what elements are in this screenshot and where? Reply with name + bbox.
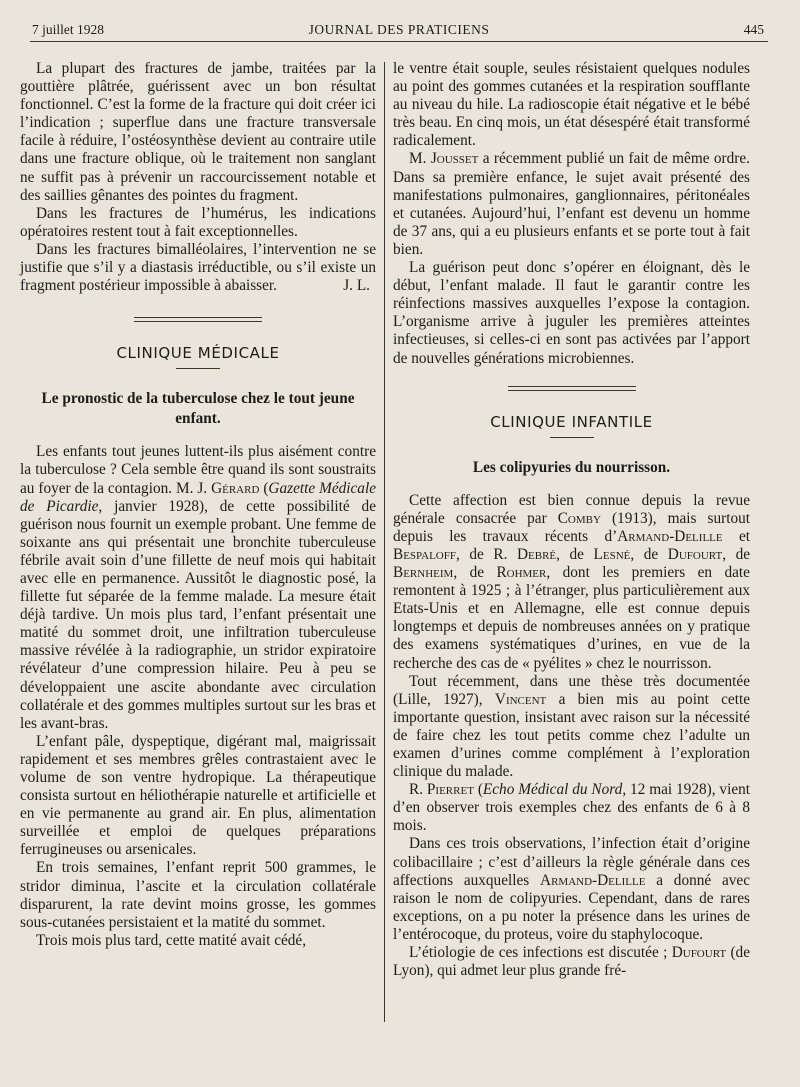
- text-run: Cette affection est bien connue depuis la revue générale consacrée par: [393, 491, 750, 527]
- article-title: Le pronostic de la tuberculose chez le tout jeune enfant.: [41, 390, 355, 428]
- text-run: , de: [722, 545, 751, 563]
- paragraph: [393, 673, 750, 782]
- paragraph: Trois mois plus tard, cette matité avait cédé,: [36, 931, 307, 949]
- paragraph: [393, 150, 750, 259]
- source-title: Gazette Médicale de Picardie: [20, 479, 376, 515]
- text-run: a récemment publié un fait de même ordre. Dans sa première enfance, le sujet avait présenté des manifestations pulmonaires, ganglionnaires, péritonéales et cutanées. Aujourd’hui, l’enfant est devenu un homme de 37 ans, qui a eu plusieurs enfants et se porte tout à fait bien.: [393, 150, 750, 258]
- text-run: (: [259, 479, 269, 497]
- author-name: Comby: [557, 509, 601, 527]
- text-run: a bien mis au point cette importante question, insistant avec raison sur la nécessité de faire chez les tout petits comme chez l’adulte un examen d’urines comme complément à l’exploration clinique du malade.: [393, 690, 750, 781]
- author-name: Dufourt: [667, 545, 723, 563]
- author-name: Bernheim: [393, 564, 454, 582]
- paragraph: [20, 241, 376, 295]
- text-run: Tout récemment, dans une thèse très documentée (Lille, 1927),: [393, 672, 750, 708]
- author-name: Lesné: [593, 545, 631, 563]
- column-divider: [384, 62, 385, 1022]
- section-heading: CLINIQUE MÉDICALE: [116, 344, 280, 363]
- text-run: , de: [453, 564, 497, 582]
- paragraph: [393, 492, 750, 673]
- text-run: (: [473, 781, 483, 799]
- issue-date: 7 juillet 1928: [32, 22, 104, 37]
- text-run: , 12 mai 1928), vient d’en observer trois exemples chez des enfants de 6 à 8 mois.: [393, 781, 751, 835]
- paragraph-text: Dans les fractures bimalléolaires, l’intervention ne se justifie que s’il y a diastasis irréductible, ou s’il existe un fragment postérieur impossible à abaisser.: [20, 240, 376, 295]
- author-signature: J. L.: [343, 277, 370, 295]
- paragraph: le ventre était souple, seules résistaient quelques nodules au point des gommes cutanées et la respiration soufflante au niveau du hile. La radioscopie était négative et le bébé très beau. En cinq mois, un état désespéré était transformé radicalement.: [393, 60, 750, 150]
- paragraph: En trois semaines, l’enfant reprit 500 grammes, le stridor diminua, l’ascite et la circulation collatérale disparurent, la rate devint moins grosse, les gommes sous-cutanées persistaient et la matité du sommet.: [20, 859, 376, 931]
- section-heading: CLINIQUE INFANTILE: [490, 412, 653, 431]
- text-run: M.: [409, 150, 431, 168]
- text-run: (de Lyon), qui admet leur plus grande fré-: [393, 944, 750, 980]
- header-rule: [30, 41, 768, 42]
- right-column: [393, 60, 750, 980]
- text-run: (1913), mais surtout depuis les travaux récents d’: [393, 509, 750, 545]
- text-run: , de: [556, 545, 594, 563]
- author-name: Armand-Delille: [617, 527, 723, 545]
- page-number: 445: [743, 22, 764, 37]
- text-run: Dans ces trois observations, l’infection était d’origine colibacillaire ; c’est d’ailleurs la règle générale dans ces affections auxquelles: [393, 835, 750, 889]
- left-column: [20, 60, 376, 950]
- article-title: Les colipyuries du nourrisson.: [472, 458, 671, 476]
- text-run: R.: [409, 781, 427, 799]
- paragraph: La plupart des fractures de jambe, traitées par la gouttière plâtrée, guérissent avec un bon résultat fonctionnel. C’est la forme de la fracture qui doit créer ici l’indication ; superflue dans une fracture transversale facile à réduire, l’ostéosynthèse devient au contraire utile dans une fracture oblique, où le traitement non sanglant ne suffit pas à prévenir un raccourcissement notable et des saillies gênantes des pointes du fragment.: [20, 60, 376, 204]
- author-name: Armand-Delille: [540, 871, 646, 889]
- text-run: Les enfants tout jeunes luttent-ils plus aisément contre la tuberculose ? Cela semble être quand ils sont soustraits au foyer de la contagion. M. J.: [20, 443, 376, 497]
- journal-title: JOURNAL DES PRATICIENS: [308, 22, 490, 37]
- paragraph: [393, 835, 750, 944]
- text-run: a donné avec raison le nom de colipyuries. Cependant, dans de rares exceptions, on a pu noter la présence dans les urines de l’entérocoque, du proteus, voire du staphylocoque.: [393, 871, 750, 943]
- text-run: et: [722, 527, 750, 545]
- author-name: Debré: [516, 545, 557, 563]
- author-name: Pierret: [426, 781, 474, 799]
- author-name: Dufourt: [671, 944, 727, 962]
- author-name: Vincent: [494, 690, 547, 708]
- paragraph: [393, 944, 750, 980]
- heading-rule: [176, 368, 220, 369]
- paragraph: L’enfant pâle, dyspeptique, digérant mal, maigrissait rapidement et ses membres grêles contrastaient avec le volume de son ventre hydropique. La thérapeutique consista surtout en héliothérapie naturelle et artificielle et en vie permanente au grand air. En plus, alimentation surveillée et emploi de quelques préparations ferrugineuses ou arsenicales.: [20, 732, 376, 859]
- author-name: Rohmer: [496, 564, 547, 582]
- paragraph: La guérison peut donc s’opérer en éloignant, dès le début, l’enfant malade. Il faut le garantir contre les réinfections massives auxquelles l’expose la contagion. L’organisme arrive à juguler les premières atteintes infectieuses, si celles-ci en sont pas activées par l’apport de nouvelles générations microbiennes.: [393, 259, 750, 367]
- author-name: Gérard: [211, 479, 260, 497]
- text-run: , janvier 1928), de cette possibilité de guérison nous fournit un exemple probant. Une femme de soixante ans qui présentait une bronchite tuberculeuse fébrile avait soin d’une fillette de neuf mois qui habitait avec elle en permanence. Aussitôt le diagnostic posé, la fillette fut séparée de la femme malade. La mesure était déjà tardive. Un mois plus tard, l’enfant présentait une matité du sommet droit, une infiltration tuberculeuse massive révélée à la radiographie, un stridor expiratoire révélateur d’une compression hilaire. Peu à peu se développaient une ascite abondante avec circulation collatérale et des gommes multiples surtout sur les bras et les avant-bras.: [20, 497, 376, 732]
- text-run: , de R.: [456, 545, 517, 563]
- text-run: , dont les premiers en date remontent à 1925 ; à l’étranger, plus particulièrement aux Etats-Unis et en Allemagne, elle est connue depuis longtemps et depuis de nombreuses années on y pratique des examens systématiques d’urines, en vue de la recherche des cas de « pyélites » chez le nourrisson.: [393, 564, 750, 672]
- text-run: , de: [630, 545, 668, 563]
- author-name: Jousset: [430, 150, 479, 168]
- section-divider: [508, 386, 636, 391]
- running-header: [30, 20, 768, 40]
- paragraph: [20, 443, 376, 733]
- text-run: L’étiologie de ces infections est discutée ;: [409, 944, 672, 962]
- author-name: Bespaloff: [393, 545, 456, 563]
- section-divider: [134, 317, 262, 322]
- paragraph: Dans les fractures de l’humérus, les indications opératoires restent tout à fait exceptionnelles.: [20, 204, 376, 240]
- heading-rule: [550, 437, 594, 438]
- source-title: Echo Médical du Nord: [482, 781, 623, 799]
- paragraph: [393, 781, 750, 835]
